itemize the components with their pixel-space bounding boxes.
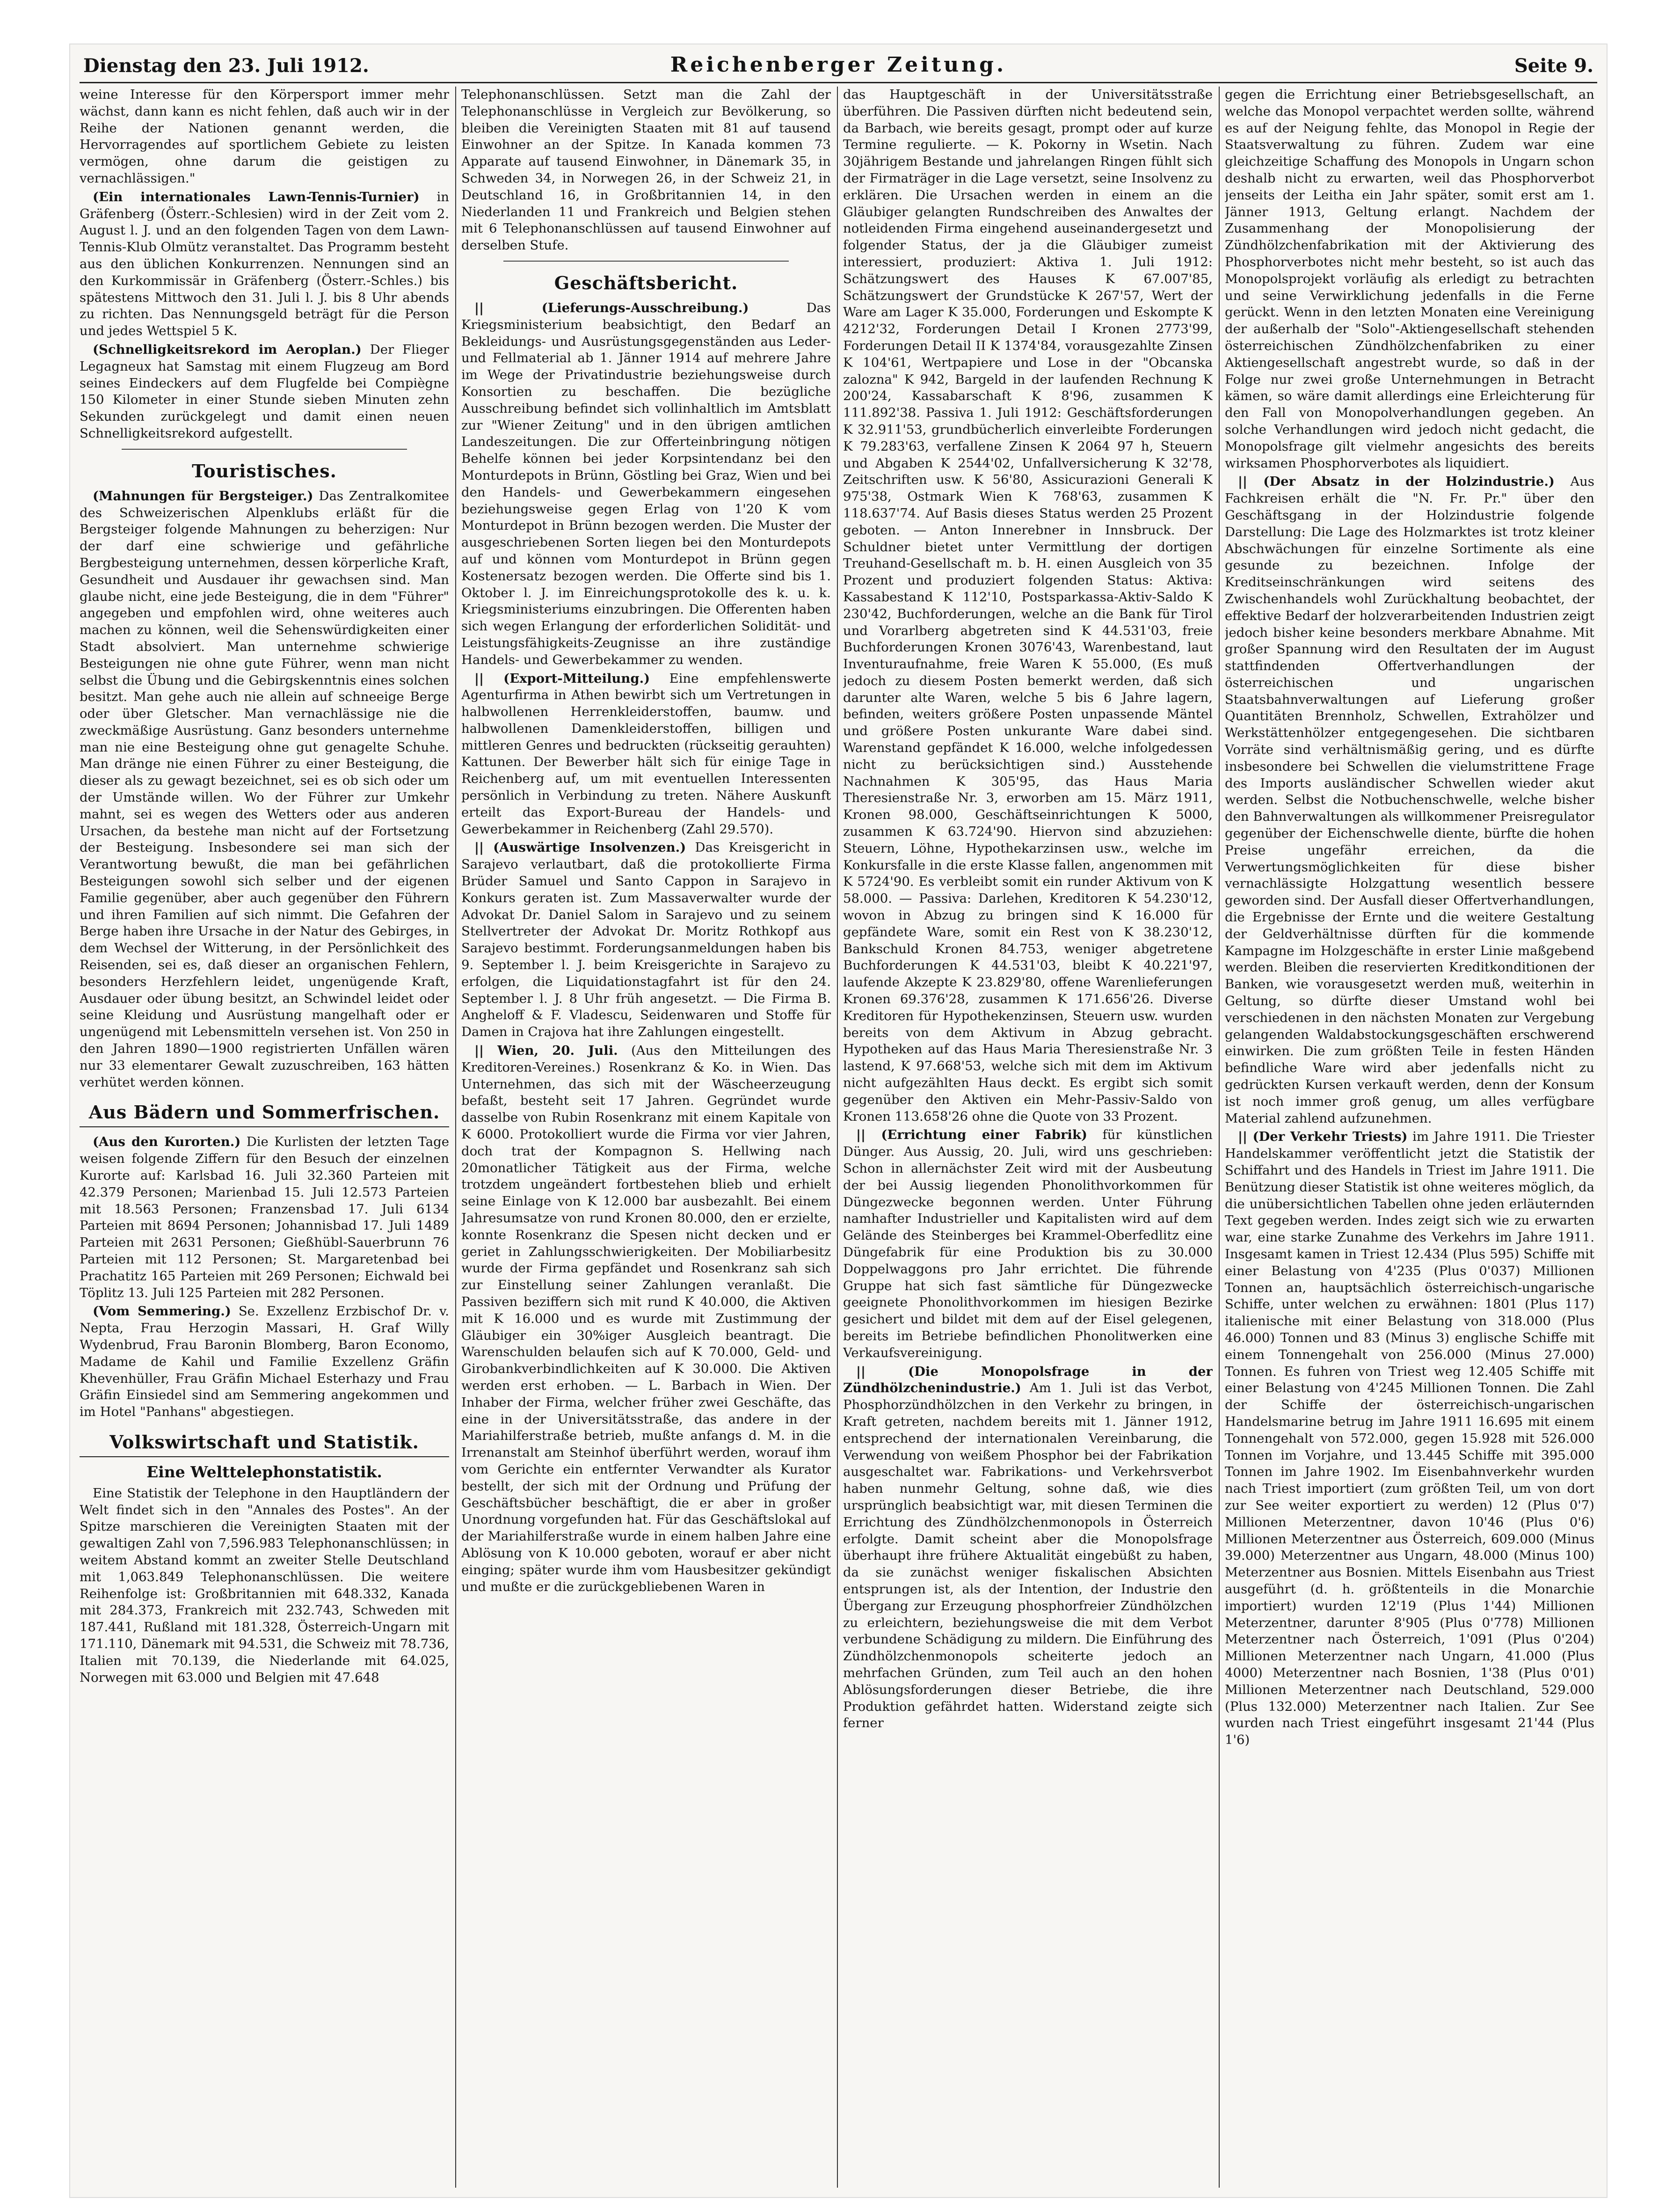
article-paragraph: gegen die Errichtung einer Betriebsgesellschaft, an welche das Monopol verpachtet werden sollte, während es auf der Neigung fehlte, das Monopol in Regie der Staatsverwaltung zu führen. Zudem war eine gleichzeitige Schaffung des Monopols in Ungarn schon deshalb nicht zu erwarten, weil das Phosphorverbot jenseits der Leitha ein Jahr später, somit erst am 1. Jänner 1913, Geltung erlangt. Nachdem der Zusammenhang der Monopolisierung der Zündhölzchenfabrikation mit der Aktivierung des Phosphorverbotes nicht mehr besteht, so ist auch das Monopolsprojekt vorläufig als erledigt zu betrachten und seine Verwirklichung jedenfalls in die Ferne gerückt. Wenn in den letzten Monaten eine Vereinigung der außerhalb der "Solo"-Aktiengesellschaft stehenden österreichischen Zündhölzchenfabriken zu einer Aktiengesellschaft angestrebt wurde, so daß in der Folge nur zwei große Unternehmungen in Betracht kämen, so wäre damit allerdings eine Erleichterung für den Fall von Monopolverhandlungen gegeben. An solche Verhandlungen wird jedoch nicht gedacht, die Monopolsfrage gilt vielmehr angesichts des bereits wirksamen Phosphorverbotes als liquidiert.: [1225, 87, 1594, 471]
article-holzindustrie: [1225, 474, 1594, 1127]
article-body: (Aus den Mitteilungen des Kreditoren-Vereines.) Rosenkranz & Ko. in Wien. Das Unternehmen, das sich mit der Wäscheerzeugung befaßt, besteht seit 17 Jahren. Gegründet wurde dasselbe von Rubin Rosenkranz mit einem Kapitale von K 6000. Protokolliert wurde die Firma vor vier Jahren, doch trat der Kompagnon S. Hellwing nach 20monatlicher Tätigkeit aus der Firma, welche trotzdem ungeändert fortbestehen blieb und erhielt seine Einlage von K 12.000 bar ausbezahlt. Bei einem Jahresumsatze von rund Kronen 80.000, den er erzielte, konnte Rosenkranz die Spesen nicht decken und er geriet in Zahlungsschwierigkeiten. Der Mobiliarbesitz wurde der Firma gepfändet und Rosenkranz sah sich zur Einstellung seiner Zahlungen veranlaßt. Die Passiven beziffern sich mit rund K 40.000, die Aktiven mit K 16.000 und es wurde mit Zustimmung der Gläubiger ein 30%iger Ausgleich beantragt. Die Warenschulden belaufen sich auf K 70.000, Geld- und Girobankverbindlichkeiten auf K 30.000. Die Aktiven werden erst erhoben. — L. Barbach in Wien. Der Inhaber der Firma, welcher früher zwei Geschäfte, das eine in der Universitätsstraße, das andere in der Mariahilferstraße betrieb, mußte anfangs d. M. in die Irrenanstalt am Steinhof überführt werden, worauf ihm vom Gerichte ein entfernter Verwandter als Kurator bestellt, der sich mit der Ordnung und Prüfung der Geschäftsbücher beschäftigt, die er aber in großer Unordnung vorgefunden hat. Für das Geschäftslokal auf der Mariahilferstraße wurde in einem halben Jahre eine Ablösung von K 10.000 geboten, worauf er aber nicht einging; später wurde ihm vom Hausbesitzer gekündigt und mußte er die zurückgebliebenen Waren in: [461, 1043, 831, 1594]
article-insolvenzen: [461, 840, 831, 1041]
column-1: [80, 87, 449, 2188]
page-header: [80, 48, 1597, 83]
column-rule: [837, 87, 838, 2188]
article-lead: || (Lieferungs-Ausschreibung.): [474, 300, 749, 315]
article-lead: || (Errichtung einer Fabrik): [856, 1127, 1088, 1143]
article-lead: (Aus den Kurorten.): [93, 1134, 241, 1150]
article-body: Die Kurlisten der letzten Tage weisen folgende Ziffern für den Besuch der einzelnen Kurorte auf: Karlsbad 16. Juli 32.360 Parteien mit 42.379 Personen; Marienbad 15. Juli 12.573 Parteien mit 18.563 Personen; Franzensbad 17. Juli 6134 Parteien mit 8694 Personen; Johannisbad 17. Juli 1489 Parteien mit 2631 Personen; Gießhübl-Sauerbrunn 76 Parteien mit 112 Personen; St. Margaretenbad bei Prachatitz 165 Parteien mit 269 Personen; Eichwald bei Töplitz 13. Juli 125 Parteien mit 282 Personen.: [80, 1134, 449, 1300]
article-lead: (Vom Semmering.): [93, 1304, 231, 1319]
article-body: im Jahre 1911. Die Triester Handelskammer veröffentlicht jetzt die Statistik der Schiffahrt und des Handels in Triest im Jahre 1911. Die Benützung dieser Statistik ist ohne weiteres möglich, da die unübersichtlichen Tabellen ohne jeden erläuternden Text gegeben werden. Indes zeigt sich wie zu erwarten war, eine starke Zunahme des Verkehrs im Jahre 1911. Insgesamt kamen in Triest 12.434 (Plus 595) Schiffe mit einer Belastung von 4'235 (Plus 0'037) Millionen Tonnen an, hauptsächlich österreichisch-ungarische Schiffe, unter welchen zu erwähnen: 1801 (Plus 117) italienische mit einer Belastung von 318.000 (Plus 46.000) Tonnen und 83 (Minus 3) englische Schiffe mit einem Tonnengehalt von 256.000 (Minus 27.000) Tonnen. Es fuhren von Triest weg 12.405 Schiffe mit einer Belastung von 4'245 Millionen Tonnen. Die Zahl der Schiffe der österreichisch-ungarischen Handelsmarine betrug im Jahre 1911 16.695 mit einem Tonnengehalt von 572.000, gegen 15.928 mit 526.000 Tonnen im Vorjahre, und 13.445 Schiffe mit 395.000 Tonnen im Jahre 1902. Im Eisenbahnverkehr wurden nach Triest importiert (zum größten Teil, um von dort zur See weiter exportiert zu werden) 12 (Plus 0'7) Millionen Meterzentner, davon 10'46 (Plus 0'6) Millionen Meterzentner aus Österreich, 609.000 (Minus 39.000) Meterzentner aus Ungarn, 48.000 (Minus 100) Meterzentner aus Bosnien. Mittels Eisenbahn aus Triest ausgeführt (d. h. größtenteils in die Monarchie importiert) wurden 12'19 (Plus 1'44) Millionen Meterzentner, darunter 8'905 (Plus 0'778) Millionen Meterzentner nach Österreich, 1'091 (Plus 0'204) Millionen Meterzentner nach Ungarn, 41.000 (Plus 4000) Meterzentner nach Bosnien, 1'38 (Plus 0'01) Millionen Meterzentner nach Deutschland, 529.000 (Plus 132.000) Meterzentner nach Italien. Zur See wurden nach Triest eingeführt insgesamt 21'44 (Plus 1'6): [1225, 1129, 1594, 1748]
article-lead: || (Export-Mitteilung.): [474, 671, 650, 686]
article-fabrik: [843, 1127, 1213, 1361]
article-lead: (Schnelligkeitsrekord im Aeroplan.): [93, 342, 362, 357]
article-body: für künstlichen Dünger. Aus Aussig, 20. Juli, wird uns geschrieben: Schon in allernächster Zeit wird mit der Ausbeutung der bei Aussig liegenden Phonolithvorkommen für Düngezwecke begonnen werden. Unter Führung namhafter Industrieller und Kapitalisten wird auf dem Gelände des Steinberges bei Krammel-Oberfedlitz eine Düngefabrik für eine Produktion bis zu 30.000 Doppelwaggons pro Jahr errichtet. Die führende Gruppe hat sich fast sämtliche für Düngezwecke geeignete Phonolithvorkommen im hiesigen Bezirke gesichert und bildet mit dem auf der Eisel gelegenen, bereits im Betriebe befindlichen Phonolitwerken eine Verkaufsvereinigung.: [843, 1127, 1213, 1360]
column-rule: [455, 87, 456, 2188]
article-lead: || Wien, 20. Juli.: [474, 1043, 618, 1059]
article-body: Das Kreisgericht in Sarajevo verlautbart, daß die protokollierte Firma Brüder Samuel und Santo Cappon in Sarajevo in Konkurs geraten ist. Zum Massaverwalter wurde der Advokat Dr. Daniel Salom in Sarajevo und zu seinem Stellvertreter der Advokat Dr. Moritz Rothkopf aus Sarajevo bestimmt. Forderungsanmeldungen haben bis 9. September l. J. beim Kreisgerichte in Sarajevo zu erfolgen, die Liquidationstagfahrt ist für den 24. September l. J. 8 Uhr früh angesetzt. — Die Firma B. Angheloff & F. Vladescu, Seidenwaren und Stoffe für Damen in Crajova hat ihre Zahlungen eingestellt.: [461, 840, 831, 1040]
column-2: [461, 87, 831, 2188]
article-paragraph: Eine Statistik der Telephone in den Hauptländern der Welt findet sich in den "Annales des Postes". An der Spitze marschieren die Vereinigten Staaten mit der gewaltigen Zahl von 7,596.983 Telephonanschlüssen; in weitem Abstand kommt an zweiter Stelle Deutschland mit 1,063.849 Telephonanschlüssen. Die weitere Reihenfolge ist: Großbritannien mit 648.332, Kanada mit 284.373, Frankreich mit 232.743, Schweden mit 187.441, Rußland mit 181.328, Österreich-Ungarn mit 171.110, Dänemark mit 94.531, die Schweiz mit 78.736, Italien mit 70.139, die Niederlande mit 64.025, Norwegen mit 63.000 und Belgien mit 47.648: [80, 1485, 449, 1685]
article-record: [80, 342, 449, 442]
article-triest: [1225, 1129, 1594, 1748]
section-heading-volkswirtschaft: Volkswirtschaft und Statistik.: [80, 1432, 449, 1457]
article-body: Eine empfehlenswerte Agenturfirma in Athen bewirbt sich um Vertretungen in halbwollenen Herrenkleiderstoffen, baumw. und halbwollenen Damenkleiderstoffen, billigen und mittleren Genres und bedruckten (rückseitig gerauhten) Kattunen. Der Bewerber hält sich für einige Tage in Reichenberg auf, um mit eventuellen Interessenten persönlich in Verbindung zu treten. Nähere Auskunft erteilt das Export-Bureau der Handels- und Gewerbekammer in Reichenberg (Zahl 29.570).: [461, 671, 831, 837]
article-kurorte: [80, 1134, 449, 1301]
columns: [80, 87, 1597, 2188]
article-wien: [461, 1043, 831, 1595]
article-lead: || (Auswärtige Insolvenzen.): [474, 840, 686, 855]
article-lead: (Ein internationales Lawn-Tennis-Turnier): [93, 189, 420, 204]
column-4: [1225, 87, 1594, 2188]
divider: [503, 261, 789, 262]
article-paragraph: das Hauptgeschäft in der Universitätsstraße überführen. Die Passiven dürften nicht bedeutend sein, da Barbach, wie bereits gesagt, prompt oder auf kurze Termine regulierte. — K. Pokorny in Wsetin. Nach 30jährigem Bestande und jahrelangen Ringen fühlt sich der Firmaträger in die Lage versetzt, seine Insolvenz zu erklären. Die Ursachen werden in einem an die Gläubiger gelangten Rundschreiben des Anwaltes der notleidenden Firma eingehend auseinandergesetzt und folgender Status, der ja die Gläubiger zumeist interessiert, produziert: Aktiva 1. Juli 1912: Schätzungswert des Hauses K 67.007'85, Schätzungswert der Grundstücke K 267'57, Wert der Ware am Lager K 35.000, Forderungen und Eskompte K 4212'32, Forderungen Detail I Kronen 2773'99, Forderungen Detail II K 1374'84, vorausgezahlte Zinsen K 104'61, Wertpapiere und Lose in der "Obcanska zalozna" K 942, Bargeld in der laufenden Rechnung K 200'24, Kassabarschaft K 8'96, zusammen K 111.892'38. Passiva 1. Juli 1912: Geschäftsforderungen K 32.911'53, grundbücherlich einverleibte Forderungen K 79.283'63, verfallene Zinsen K 2064 97 h, Steuern und Abgaben K 2544'02, Unfallversicherung K 32'78, Zeitschriften usw. K 56'80, Assicurazioni Generali K 975'38, Ostmark Wien K 768'63, zusammen K 118.637'74. Auf Basis dieses Status werden 25 Prozent geboten. — Anton Innerebner in Innsbruck. Der Schuldner bietet unter Vermittlung der dortigen Treuhand-Gesellschaft m. b. H. einen Ausgleich von 35 Prozent und produziert folgenden Status: Aktiva: Kassabestand K 112'10, Postsparkassa-Aktiv-Saldo K 230'42, Buchforderungen, welche an die Bank für Tirol und Vorarlberg abgetreten sind K 44.531'03, freie Buchforderungen Kronen 3076'43, Warenbestand, laut Inventuraufnahme, freie Waren K 55.000, (Es muß jedoch zu diesem Posten bemerkt werden, daß sich darunter alte Waren, welche 5 bis 6 Jahre lagern, befinden, weiters größere Posten unpassende Mäntel und größere Posten unkurante Ware dabei sind. Warenstand gepfändet K 16.000, welche infolgedessen nicht zu berücksichtigen sind.) Ausstehende Nachnahmen K 305'95, das Haus Maria Theresienstraße Nr. 3, erworben am 15. März 1911, Kronen 98.000, Geschäftseinrichtungen K 5000, zusammen K 63.724'90. Hiervon sind abzuziehen: Steuern, Löhne, Hypothekarzinsen usw., welche im Konkursfalle in die erste Klasse fallen, angenommen mit K 5724'90. Es verbleibt somit ein runder Aktivum von K 58.000. — Passiva: Darlehen, Kreditoren K 54.230'12, wovon in Abzug zu bringen sind K 16.000 für gepfändete Ware, somit ein Rest von K 38.230'12, Bankschuld Kronen 84.753, weniger abgetretene Buchforderungen K 44.531'03, bleibt K 40.221'97, laufende Akzepte K 23.829'80, offene Warenlieferungen Kronen 69.376'28, zusammen K 171.656'26. Diverse Kreditoren für Hypothekenzinsen, Steuern usw. wurden bereits von dem Aktivum in Abzug gebracht. Hypotheken auf das Haus Maria Theresienstraße Nr. 3 lastend, K 97.668'53, welche sich mit dem im Aktivum nicht aufgezählten Haus deckt. Es ergibt sich somit gegenüber den Aktiven ein Mehr-Passiv-Saldo von Kronen 113.658'26 ohne die Quote von 33 Prozent.: [843, 87, 1213, 1124]
section-heading-touristisches: Touristisches.: [192, 460, 337, 482]
section-heading-geschaeftsbericht: Geschäftsbericht.: [554, 272, 738, 293]
page-number: Seite 9.: [1514, 55, 1593, 77]
article-semmering: [80, 1303, 449, 1421]
newspaper-page: [70, 44, 1607, 2197]
article-body: Aus Fachkreisen erhält die "N. Fr. Pr." über den Geschäftsgang in der Holzindustrie folgende Darstellung: Die Lage des Holzmarktes ist trotz kleiner Abschwächungen für einzelne Sortimente als eine gesunde zu bezeichnen. Infolge der Kreditseinschränkungen wird seitens des Zwischenhandels wohl Zurückhaltung beobachtet, der effektive Bedarf der holzverarbeitenden Industrien zeigt jedoch bisher keine besonders merkbare Abnahme. Mit großer Spannung wird den Resultaten der im August stattfindenden Offertverhandlungen der österreichischen und ungarischen Staatsbahnverwaltungen auf Lieferung großer Quantitäten Brennholz, Schwellen, Extrahölzer und Werkstättenhölzer entgegengesehen. Die sichtbaren Vorräte sind verhältnismäßig gering, und es dürfte insbesondere bei Schwellen die vielumstrittene Frage des Imports ausländischer Schwellen wieder akut werden. Selbst die Notbuchenschwelle, welche bisher den Bahnverwaltungen als willkommener Preisregulator gegenüber der Eichenschwelle diente, bürfte die hohen Preise ungefähr erreichen, da die Verwertungsmöglichkeiten für diese bisher vernachlässigte Holzgattung wesentlich bessere geworden sind. Der Ausfall dieser Offertverhandlungen, die Ergebnisse der Ernte und die weitere Gestaltung der Geldverhältnisse dürften für die kommende Kampagne im Holzgeschäfte in erster Linie maßgebend werden. Bleiben die reservierten Kreditkonditionen der Banken, wie vorausgesetzt werden muß, weiterhin in Geltung, so dürfte dieser Umstand wohl bei verschiedenen in den nächsten Monaten zur Vergebung gelangenden Waldabstockungsgeschäften erschwerend einwirken. Die zum größten Teile in festen Händen befindliche Ware wird aber jedenfalls nicht zu gedrückten Kursen verkauft werden, denn der Konsum ist noch immer groß genug, um alles verfügbare Material zahlend aufzunehmen.: [1225, 474, 1594, 1126]
article-lead: (Mahnungen für Bergsteiger.): [93, 488, 313, 504]
article-lead: || (Die Monopolsfrage in der Zündhölzchenindustrie.): [843, 1364, 1213, 1396]
section-heading-baeder: Aus Bädern und Sommerfrischen.: [80, 1102, 449, 1127]
article-paragraph: weine Interesse für den Körpersport immer mehr wächst, dann kann es nicht fehlen, daß auch wir in der Reihe der Nationen genannt werden, die Hervorragendes auf sportlichem Gebiete zu leisten vermögen, ohne darum die geistigen zu vernachlässigen.": [80, 87, 449, 186]
column-3: [843, 87, 1213, 2188]
article-export: [461, 671, 831, 838]
article-lead: || (Der Absatz in der Holzindustrie.): [1238, 474, 1555, 489]
article-body: Das Zentralkomitee des Schweizerischen Alpenklubs erläßt für die Bergsteiger folgende Mahnungen zu beherzigen: Nur der darf eine schwierige und gefährliche Bergbesteigung unternehmen, dessen körperliche Kraft, Gesundheit und Ausdauer ihr gewachsen sind. Man glaube nicht, eine jede Besteigung, die in dem "Führer" angegeben und empfohlen wird, ohne weiteres auch machen zu können, weil die Sehenswürdigkeiten einer Stadt absolviert. Man unternehme schwierige Besteigungen nie ohne gute Führer, wenn man nicht selbst die Übung und die Gebirgskenntnis eines solchen besitzt. Man gehe auch nie allein auf schneeige Berge oder über Gletscher. Man vernachlässige nie die zweckmäßige Ausrüstung. Ganz besonders unternehme man nie eine Besteigung ohne gut genagelte Schuhe. Man dränge nie einen Führer zu einer Besteigung, die dieser als zu gewagt bezeichnet, sei es ob sich oder um der Umstände willen. Wo der Führer zur Umkehr mahnt, sei es wegen des Wetters oder aus anderen Ursachen, da bestehe man nicht auf der Fortsetzung der Besteigung. Insbesondere sei man sich der Verantwortung bewußt, die man bei gefährlichen Besteigungen sowohl sich selber und der eigenen Familie gegenüber, aber auch gegenüber den Führern und ihren Familien auf sich nimmt. Die Gefahren der Berge haben ihre Ursache in der Natur des Gebirges, in dem Wechsel der Witterung, in der Persönlichkeit des Reisenden, sei es, daß dieser an organischen Fehlern, besonders Herzfehlern leidet, ungenügende Kraft, Ausdauer oder übung besitzt, an Schwindel leidet oder seine Kleidung und Ausrüstung mangelhaft oder er ungenügend mit Lebensmitteln versehen ist. Von 250 in den Jahren 1890—1900 registrierten Unfällen wären nur 33 elementarer Gewalt zuzuschreiben, 163 hätten verhütet werden können.: [80, 488, 449, 1090]
header-date: Dienstag den 23. Juli 1912.: [83, 55, 369, 77]
article-body: Se. Exzellenz Erzbischof Dr. v. Nepta, Frau Herzogin Massari, H. Graf Willy Wydenbrud, Frau Baronin Blomberg, Baron Economo, Madame de Kahil und Familie Exzellenz Gräfin Khevenhüller, Frau Gräfin Michael Esterhazy und Frau Gräfin Einsiedel sind am Semmering angekommen und im Hotel "Panhans" abgestiegen.: [80, 1304, 449, 1420]
article-body: Am 1. Juli ist das Verbot, Phosphorzündhölzchen in den Verkehr zu bringen, in Kraft getreten, nachdem bereits mit 1. Jänner 1912, entsprechend der internationalen Vereinbarung, die Verwendung von weißem Phosphor bei der Fabrikation ausgeschaltet war. Fabrikations- und Verkehrsverbot haben nunmehr Geltung, sohne daß, wie dies ursprünglich beabsichtigt war, mit diesen Terminen die Errichtung des Zündhölzchenmonopols in Österreich erfolgte. Damit scheint aber die Monopolsfrage überhaupt ihre frühere Aktualität eingebüßt zu haben, da sie zunächst weniger fiskalischen Absichten entsprungen ist, als der Intention, der Industrie den Übergang zur Erzeugung phosphorfreier Zündhölzchen zu erleichtern, beziehungsweise die mit dem Verbot verbundene Schädigung zu mildern. Die Einführung des Zündhölzchenmonopols scheiterte jedoch an mehrfachen Gründen, zum Teil auch an den hohen Ablösungsforderungen dieser Betriebe, die ihre Produktion gefährdet hatten. Widerstand zeigte sich ferner: [843, 1380, 1213, 1731]
article-body: in Gräfenberg (Österr.-Schlesien) wird in der Zeit vom 2. August l. J. und an den folgenden Tagen von dem Lawn-Tennis-Klub Olmütz veranstaltet. Das Programm besteht aus den üblichen Konkurrenzen. Nennungen sind an den Kurkommissär in Gräfenberg (Österr.-Schles.) bis spätestens Mittwoch den 31. Juli l. J. bis 8 Uhr abends zu richten. Das Nennungsgeld beträgt für die Person und jedes Wettspiel 5 K.: [80, 189, 449, 339]
divider: [122, 449, 407, 450]
masthead-title: Reichenberger Zeitung.: [670, 53, 1007, 77]
article-bergsteiger: [80, 488, 449, 1091]
article-monopol: [843, 1364, 1213, 1732]
column-rule: [1219, 87, 1220, 2188]
article-body: Das Kriegsministerium beabsichtigt, den Bedarf an Bekleidungs- und Ausrüstungsgegenständen aus Leder- und Fellmaterial ab 1. Jänner 1914 auf mehrere Jahre im Wege der Privatindustrie beziehungsweise durch Konsortien zu beschaffen. Die bezügliche Ausschreibung befindet sich vollinhaltlich im Amtsblatt zur "Wiener Zeitung" und in den übrigen amtlichen Landeszeitungen. Die zur Offerteinbringung nötigen Behelfe können bei jeder Korpsintendanz bei den Monturdepots in Brünn, Göstling bei Graz, Wien und bei den Handels- und Gewerbekammern eingesehen beziehungsweise gegen Erlag von 1'20 K vom Monturdepot in Brünn bezogen werden. Die Muster der ausgeschriebenen Sorten liegen bei den Monturdepots auf und können vom Monturdepot in Brünn gegen Kostenersatz bezogen werden. Die Offerte sind bis 1. Oktober l. J. im Einreichungsprotokolle des k. u. k. Kriegsministeriums einzubringen. Die Offerenten haben sich wegen Erlangung der erforderlichen Solidität- und Leistungsfähigkeits-Zeugnisse an ihre zuständige Handels- und Gewerbekammer zu wenden.: [461, 300, 831, 667]
article-lead: || (Der Verkehr Triests): [1238, 1129, 1408, 1145]
article-paragraph: Telephonanschlüssen. Setzt man die Zahl der Telephonanschlüsse in Vergleich zur Bevölkerung, so bleiben die Vereinigten Staaten mit 81 auf tausend Einwohner an der Spitze. In Kanada kommen 73 Apparate auf tausend Einwohner, in Dänemark 35, in Schweden 34, in Norwegen 26, in der Schweiz 21, in Deutschland 16, in Großbritannien 14, in den Niederlanden 11 und Frankreich und Belgien stehen mit 6 Telephonanschlüssen auf tausend Einwohner auf derselben Stufe.: [461, 87, 831, 253]
subheading-telephon: Eine Welttelephonstatistik.: [146, 1462, 382, 1481]
article-lieferung: [461, 300, 831, 669]
article-tennis: [80, 189, 449, 340]
article-body: Der Flieger Legagneux hat Samstag mit einem Flugzeug am Bord seines Eindeckers auf dem Flugfelde bei Compiègne 150 Kilometer in einer Stunde sieben Minuten zehn Sekunden zurückgelegt und damit einen neuen Schnelligkeitsrekord aufgestellt.: [80, 342, 449, 441]
